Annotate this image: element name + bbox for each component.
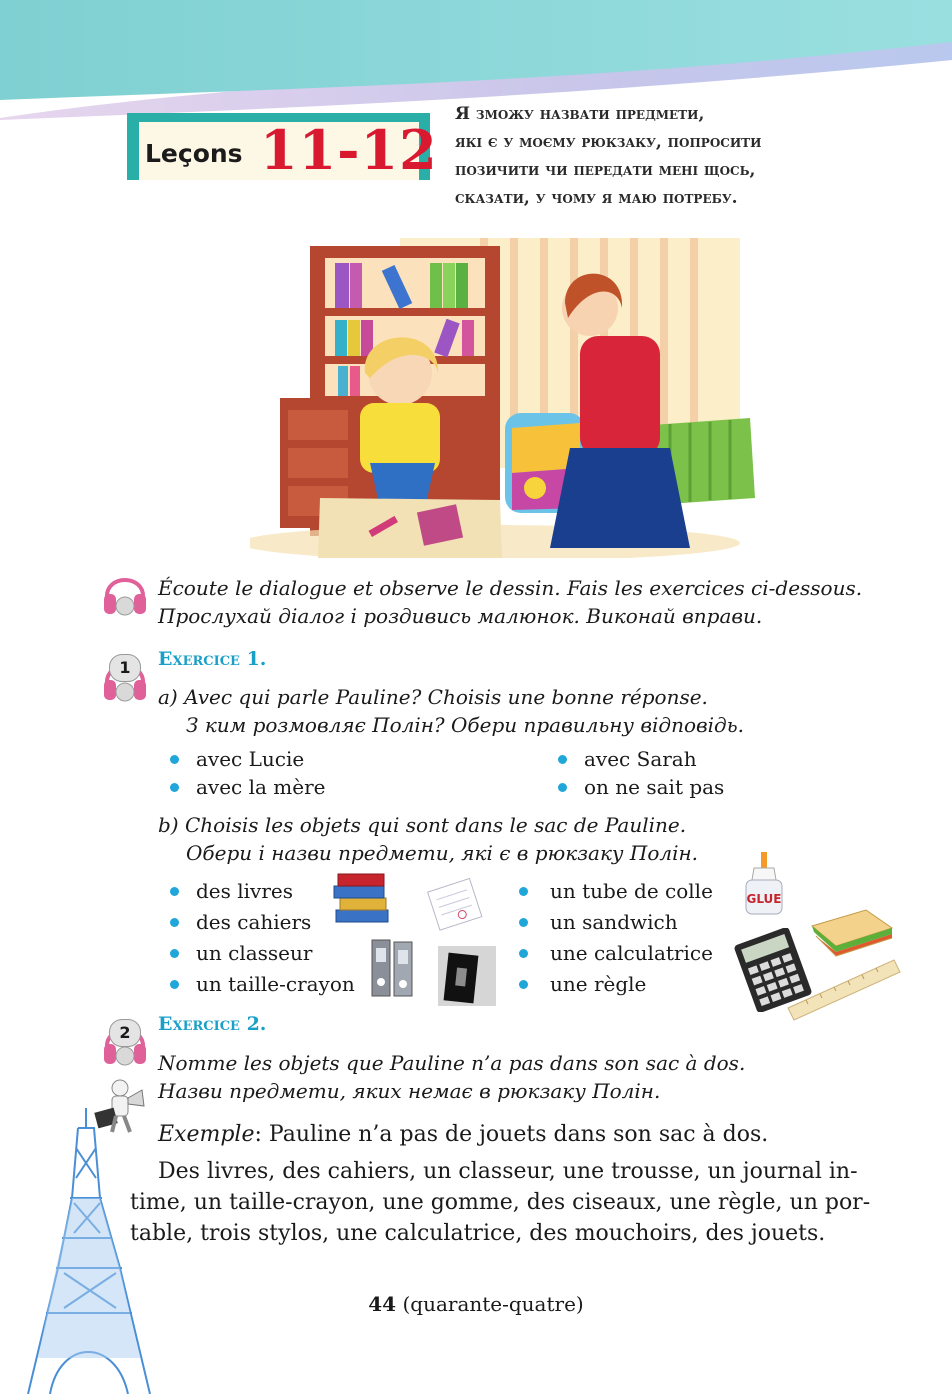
objective-line: Я зможу назвати предмети, <box>455 104 705 124</box>
eiffel-tower-icon <box>20 1108 160 1394</box>
option-a[interactable]: avec la mère <box>196 775 326 799</box>
option-b[interactable]: des livres <box>196 879 294 903</box>
exercise-badge: 2 <box>109 1019 141 1047</box>
option-a[interactable]: on ne sait pas <box>584 775 725 799</box>
room-illustration <box>250 238 760 558</box>
lesson-numbers: 11-12 <box>260 118 438 182</box>
exercise-badge: 1 <box>109 654 141 682</box>
bullet-icon <box>170 949 179 958</box>
bullet-icon <box>558 755 567 764</box>
sharpener-icon <box>438 946 496 1006</box>
exercise2-instruction-uk: Назви предмети, яких немає в рюкзаку Полін. <box>158 1079 661 1103</box>
bullet-icon <box>558 783 567 792</box>
ruler-icon <box>786 954 904 1022</box>
option-a[interactable]: avec Sarah <box>584 747 697 771</box>
option-b[interactable]: des cahiers <box>196 910 312 934</box>
option-b[interactable]: un taille-crayon <box>196 972 355 996</box>
word-list-line: time, un taille-crayon, une gomme, des ciseaux, une règle, un por- <box>130 1190 871 1215</box>
question-b-uk: Обери і назви предмети, які є в рюкзаку Полін. <box>186 841 699 865</box>
example-sentence <box>158 1120 768 1150</box>
binder-icon <box>370 938 416 998</box>
page-footer <box>0 1292 952 1316</box>
bullet-icon <box>519 887 528 896</box>
headphones-icon <box>101 564 149 620</box>
option-a[interactable]: avec Lucie <box>196 747 305 771</box>
exercise2-instruction-fr: Nomme les objets que Pauline n’a pas dans son sac à dos. <box>158 1051 746 1075</box>
bullet-icon <box>519 918 528 927</box>
objective-line: які є у моєму рюкзаку, попросити <box>455 132 762 152</box>
word-list-line: table, trois stylos, une calculatrice, des mouchoirs, des jouets. <box>130 1221 826 1246</box>
objective-line: позичити чи передати мені щось, <box>455 160 756 180</box>
notebook-icon <box>425 876 487 934</box>
exercise-title: Exercice 2. <box>158 1013 267 1035</box>
exercise-title: Exercice 1. <box>158 648 267 670</box>
glue-icon <box>742 852 786 916</box>
option-b[interactable]: un tube de colle <box>550 879 713 903</box>
bullet-icon <box>170 980 179 989</box>
example-label: Exemple <box>158 1122 255 1147</box>
intro-instruction-uk: Прослухай діалог і роздивись малюнок. Виконай вправи. <box>158 604 763 628</box>
example-text: : Pauline n’a pas de jouets dans son sac à dos. <box>254 1122 769 1147</box>
lesson-objectives <box>455 100 895 212</box>
option-b[interactable]: une calculatrice <box>550 941 713 965</box>
word-list-line: Des livres, des cahiers, un classeur, une trousse, un journal in- <box>158 1159 858 1184</box>
bullet-icon <box>170 755 179 764</box>
glue-label: GLUE <box>746 892 782 906</box>
option-b[interactable]: un sandwich <box>550 910 678 934</box>
page-number: 44 <box>368 1292 397 1316</box>
books-icon <box>332 870 392 928</box>
option-b[interactable]: une règle <box>550 972 647 996</box>
bullet-icon <box>170 887 179 896</box>
intro-instruction-fr: Écoute le dialogue et observe le dessin. Fais les exercices ci-dessous. <box>158 576 863 600</box>
question-a-fr: a) Avec qui parle Pauline? Choisis une bonne réponse. <box>158 685 708 709</box>
sandwich-icon <box>806 906 896 958</box>
option-b[interactable]: un classeur <box>196 941 313 965</box>
lesson-word: Leçons <box>145 139 243 168</box>
question-a-uk: З ким розмовляє Полін? Обери правильну відповідь. <box>186 713 744 737</box>
bullet-icon <box>519 949 528 958</box>
objective-line: сказати, у чому я маю потребу. <box>455 188 738 208</box>
bullet-icon <box>519 980 528 989</box>
bullet-icon <box>170 918 179 927</box>
question-b-fr: b) Choisis les objets qui sont dans le sac de Pauline. <box>158 813 687 837</box>
bullet-icon <box>170 783 179 792</box>
page-number-words: (quarante-quatre) <box>402 1292 584 1316</box>
